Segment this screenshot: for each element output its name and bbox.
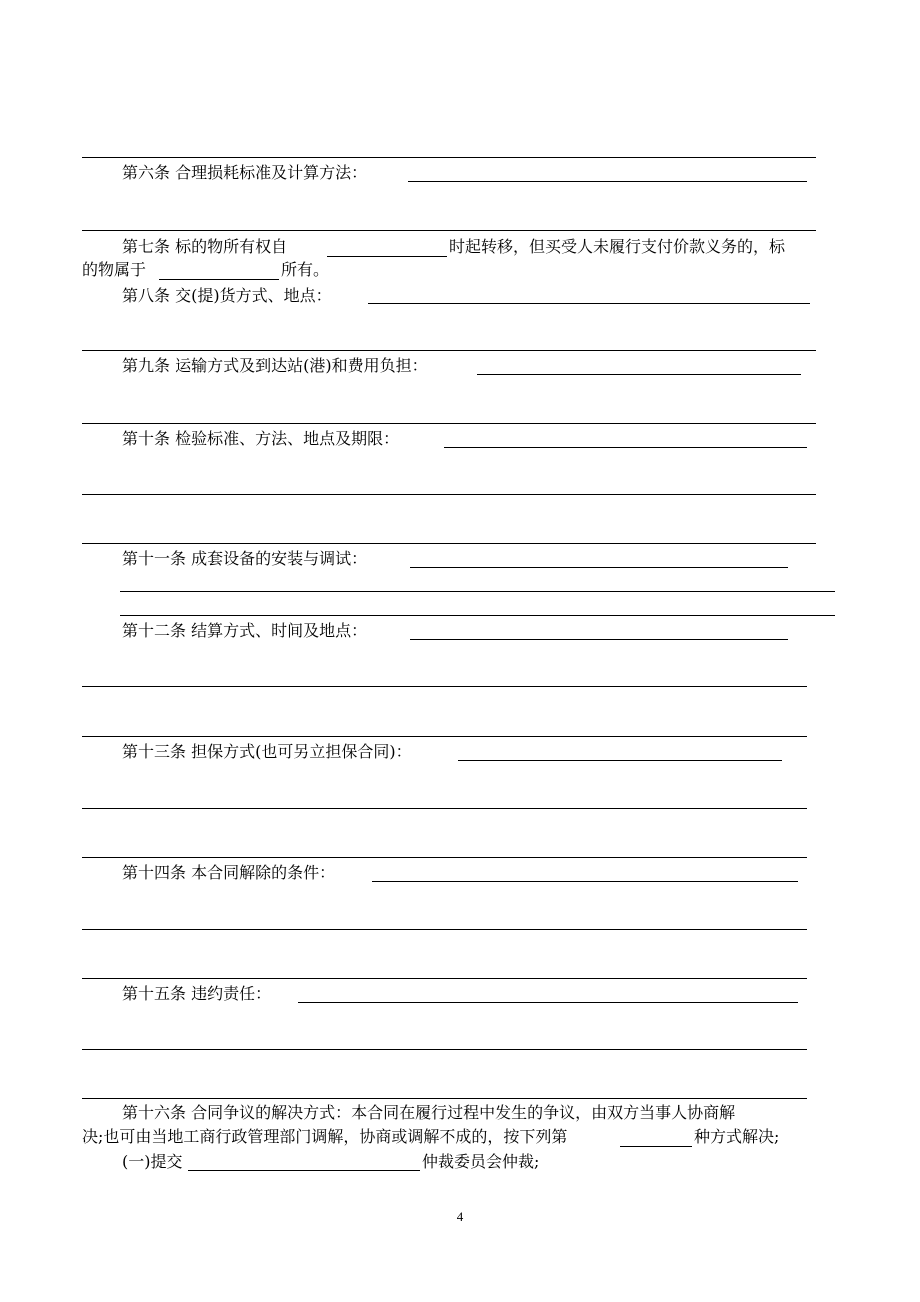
article-14: 第十四条 本合同解除的条件： bbox=[122, 863, 336, 882]
fill-blank[interactable] bbox=[159, 279, 279, 280]
answer-line bbox=[82, 1098, 807, 1099]
article-13: 第十三条 担保方式(也可另立担保合同)： bbox=[122, 742, 412, 761]
article-7-line-1a: 第七条 标的物所有权自 bbox=[122, 237, 288, 256]
article-16-line-2b: 种方式解决; bbox=[694, 1127, 780, 1146]
answer-line bbox=[120, 591, 835, 592]
answer-line bbox=[82, 736, 807, 737]
fill-blank[interactable] bbox=[444, 447, 807, 448]
fill-blank[interactable] bbox=[188, 1170, 420, 1171]
answer-line bbox=[82, 857, 807, 858]
fill-blank[interactable] bbox=[410, 639, 788, 640]
answer-line bbox=[120, 615, 835, 616]
article-8: 第八条 交(提)货方式、地点： bbox=[122, 286, 332, 305]
fill-blank[interactable] bbox=[620, 1146, 692, 1147]
fill-blank[interactable] bbox=[408, 181, 807, 182]
article-7-line-2a: 的物属于 bbox=[82, 260, 147, 279]
article-6: 第六条 合理损耗标准及计算方法： bbox=[122, 163, 368, 182]
fill-blank[interactable] bbox=[477, 374, 801, 375]
page-number: 4 bbox=[456, 1209, 464, 1224]
fill-blank[interactable] bbox=[368, 303, 810, 304]
fill-blank[interactable] bbox=[410, 567, 788, 568]
article-11: 第十一条 成套设备的安装与调试： bbox=[122, 549, 368, 568]
article-9: 第九条 运输方式及到达站(港)和费用负担： bbox=[122, 356, 428, 375]
answer-line bbox=[82, 543, 816, 544]
fill-blank[interactable] bbox=[327, 256, 447, 257]
article-7-line-1b: 时起转移，但买受人未履行支付价款义务的，标 bbox=[449, 237, 786, 256]
answer-line bbox=[82, 423, 816, 424]
answer-line bbox=[82, 808, 807, 809]
article-16-line-2a: 决;也可由当地工商行政管理部门调解，协商或调解不成的，按下列第 bbox=[82, 1127, 568, 1146]
fill-blank[interactable] bbox=[458, 760, 782, 761]
answer-line bbox=[82, 230, 816, 231]
article-16-line-3b: 仲裁委员会仲裁; bbox=[422, 1152, 540, 1171]
answer-line bbox=[82, 494, 816, 495]
article-7-line-2b: 所有。 bbox=[281, 260, 330, 279]
article-10: 第十条 检验标准、方法、地点及期限： bbox=[122, 429, 400, 448]
fill-blank[interactable] bbox=[372, 881, 798, 882]
answer-line bbox=[82, 686, 807, 687]
answer-line bbox=[82, 929, 807, 930]
article-16-line-1: 第十六条 合同争议的解决方式：本合同在履行过程中发生的争议，由双方当事人协商解 bbox=[122, 1103, 736, 1122]
fill-blank[interactable] bbox=[298, 1002, 798, 1003]
answer-line bbox=[82, 350, 816, 351]
article-12: 第十二条 结算方式、时间及地点： bbox=[122, 621, 368, 640]
article-15: 第十五条 违约责任： bbox=[122, 984, 272, 1003]
answer-line bbox=[82, 978, 807, 979]
answer-line bbox=[82, 157, 816, 158]
article-16-line-3a: (一)提交 bbox=[122, 1152, 183, 1171]
answer-line bbox=[82, 1049, 807, 1050]
